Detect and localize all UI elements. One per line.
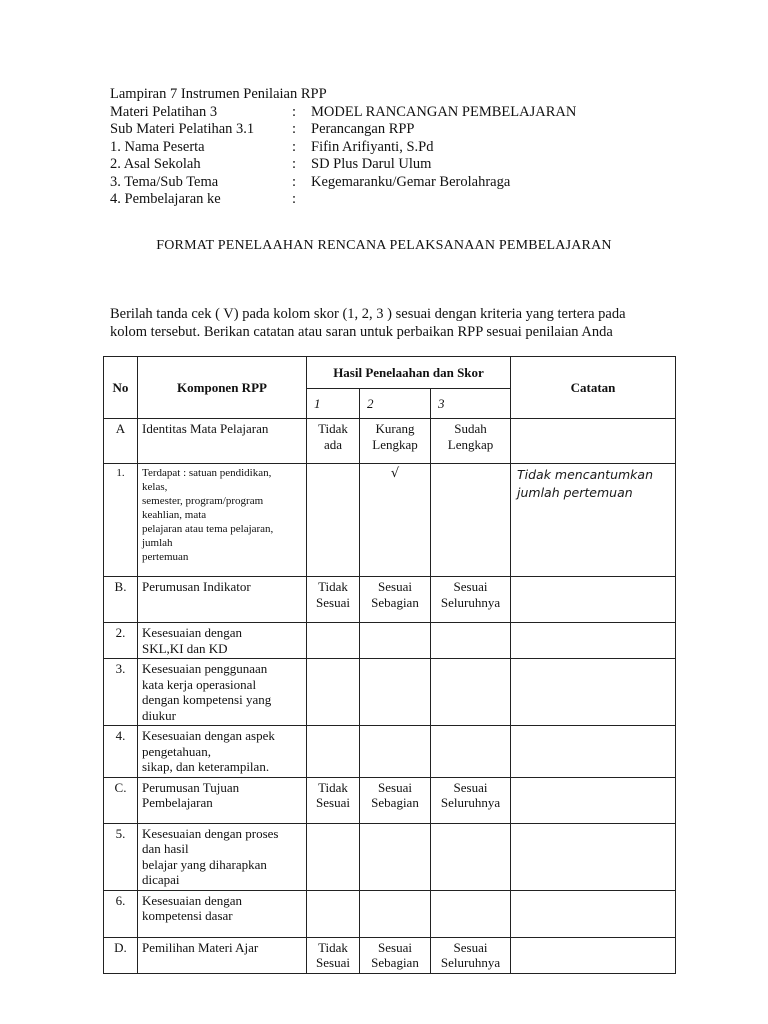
score-3-criterion: Sesuai Seluruhnya (431, 937, 511, 973)
field-separator: : (292, 121, 297, 137)
header-score-3: 3 (431, 389, 511, 419)
row-no: 5. (104, 823, 138, 890)
attachment-title: Lampiran 7 Instrumen Penilaian RPP (110, 86, 327, 102)
instructions-line: kolom tersebut. Berikan catatan atau saran untuk perbaikan RPP sesuai penilaian Anda (110, 324, 613, 340)
component-line: Kesesuaian dengan proses (142, 825, 279, 841)
component-line: dicapai (142, 872, 180, 887)
row-component (138, 726, 307, 778)
table-row (104, 726, 676, 778)
notes-cell[interactable] (511, 464, 676, 577)
header-score-2: 2 (360, 389, 431, 419)
field-separator: : (292, 156, 297, 172)
row-no: 4. (104, 726, 138, 778)
handwritten-note: Tidak mencantumkan (517, 467, 653, 482)
header-component: Komponen RPP (138, 357, 307, 419)
field-label: 4. Pembelajaran ke (110, 191, 221, 207)
handwritten-note: jumlah pertemuan (517, 485, 633, 500)
field-row-sub-materi (110, 121, 576, 139)
row-component (138, 464, 307, 577)
score-1-cell[interactable] (307, 623, 360, 659)
score-2-cell[interactable] (360, 726, 431, 778)
score-2-checkmark[interactable]: √ (360, 464, 431, 577)
field-label: Sub Materi Pelatihan 3.1 (110, 121, 255, 137)
score-3-cell[interactable] (431, 890, 511, 937)
assessment-table (103, 356, 676, 974)
score-2-criterion: Sesuai Sebagian (360, 577, 431, 623)
field-label: 2. Asal Sekolah (110, 156, 201, 172)
component-line: pertemuan (142, 551, 189, 563)
component-line: dengan kompetensi yang (142, 692, 272, 707)
field-value: Fifin Arifiyanti, S.Pd (311, 138, 434, 155)
score-1-criterion: Tidak ada (307, 419, 360, 464)
row-no: D. (104, 937, 138, 973)
header-block (110, 86, 576, 209)
component-line: jumlah (142, 537, 173, 549)
component-line: SKL,KI dan KD (142, 640, 228, 656)
attachment-title-row (110, 86, 576, 104)
notes-cell[interactable] (511, 623, 676, 659)
row-no: B. (104, 577, 138, 623)
component-line: dan hasil (142, 841, 189, 856)
field-separator: : (292, 173, 297, 190)
component-line: Kesesuaian dengan aspek (142, 728, 275, 743)
component-line: Pembelajaran (142, 795, 213, 810)
row-component (138, 777, 307, 823)
field-value: MODEL RANCANGAN PEMBELAJARAN (311, 103, 577, 120)
row-component (138, 623, 307, 659)
notes-cell[interactable] (511, 823, 676, 890)
instructions-line: Berilah tanda cek ( V) pada kolom skor (1, 2, 3 ) sesuai dengan kriteria yang tertera pada (110, 306, 626, 322)
score-1-cell[interactable] (307, 659, 360, 726)
score-1-cell[interactable] (307, 726, 360, 778)
field-separator: : (292, 138, 297, 155)
notes-cell (511, 419, 676, 464)
row-component (138, 823, 307, 890)
table-row (104, 464, 676, 577)
row-no: C. (104, 777, 138, 823)
form-title: FORMAT PENELAAHAN RENCANA PELAKSANAAN PEMBELAJARAN (156, 238, 612, 253)
component-line: Kesesuaian dengan (142, 892, 242, 908)
score-1-criterion: Tidak Sesuai (307, 937, 360, 973)
row-no: 2. (104, 623, 138, 659)
field-row-pembelajaran (110, 191, 576, 209)
component-line: Kesesuaian penggunaan (142, 661, 268, 676)
table-row (104, 823, 676, 890)
component-line: semester, program/program (142, 495, 264, 507)
field-value: Perancangan RPP (311, 121, 415, 137)
field-row-materi (110, 104, 576, 122)
field-separator: : (292, 103, 297, 120)
notes-cell (511, 577, 676, 623)
field-label: 3. Tema/Sub Tema (110, 173, 219, 190)
component-line: sikap, dan keterampilan. (142, 759, 270, 774)
component-line: Perumusan Tujuan (142, 779, 240, 795)
score-2-cell[interactable] (360, 823, 431, 890)
instructions (110, 305, 670, 341)
score-1-cell[interactable] (307, 823, 360, 890)
component-line: kompetensi dasar (142, 908, 233, 923)
score-2-criterion: Sesuai Sebagian (360, 937, 431, 973)
component-line: pelajaran atau tema pelajaran, (142, 523, 274, 535)
field-label: Materi Pelatihan 3 (110, 103, 218, 120)
table-row (104, 890, 676, 937)
table-row (104, 937, 676, 973)
component-line: kelas, (142, 481, 168, 493)
score-3-cell[interactable] (431, 659, 511, 726)
component-line: Kesesuaian dengan (142, 625, 242, 640)
component-line: Terdapat : satuan pendidikan, (142, 467, 272, 479)
table-row (104, 419, 676, 464)
row-component: Identitas Mata Pelajaran (138, 419, 307, 464)
row-no: A (104, 419, 138, 464)
table-row (104, 659, 676, 726)
row-component (138, 659, 307, 726)
header-score-group: Hasil Penelaahan dan Skor (307, 357, 511, 389)
notes-cell (511, 937, 676, 973)
row-no: 6. (104, 890, 138, 937)
score-1-criterion: Tidak Sesuai (307, 577, 360, 623)
field-value: Kegemaranku/Gemar Berolahraga (311, 173, 511, 190)
row-no: 1. (104, 464, 138, 577)
component-line: belajar yang diharapkan (142, 856, 267, 872)
table-row (104, 577, 676, 623)
score-3-cell[interactable] (431, 464, 511, 577)
score-2-criterion: Kurang Lengkap (360, 419, 431, 464)
row-no: 3. (104, 659, 138, 726)
score-3-criterion: Sesuai Seluruhnya (431, 777, 511, 823)
row-component: Pemilihan Materi Ajar (138, 937, 307, 973)
score-3-criterion: Sudah Lengkap (431, 419, 511, 464)
notes-cell[interactable] (511, 890, 676, 937)
row-component: Perumusan Indikator (138, 577, 307, 623)
field-row-tema (110, 174, 576, 192)
score-3-cell[interactable] (431, 726, 511, 778)
score-1-cell[interactable] (307, 890, 360, 937)
score-3-cell[interactable] (431, 623, 511, 659)
notes-cell[interactable] (511, 659, 676, 726)
component-line: pengetahuan, (142, 743, 211, 759)
field-row-asal-sekolah (110, 156, 576, 174)
header-notes: Catatan (511, 357, 676, 419)
header-no: No (104, 357, 138, 419)
field-value: SD Plus Darul Ulum (311, 156, 432, 172)
component-line: diukur (142, 707, 176, 723)
score-1-criterion: Tidak Sesuai (307, 777, 360, 823)
field-label: 1. Nama Peserta (110, 138, 205, 155)
score-2-cell[interactable] (360, 659, 431, 726)
header-score-1: 1 (307, 389, 360, 419)
notes-cell[interactable] (511, 726, 676, 778)
score-3-criterion: Sesuai Seluruhnya (431, 577, 511, 623)
notes-cell (511, 777, 676, 823)
field-row-nama-peserta (110, 139, 576, 157)
score-2-criterion: Sesuai Sebagian (360, 777, 431, 823)
component-line: keahlian, mata (142, 509, 207, 521)
score-2-cell[interactable] (360, 623, 431, 659)
score-1-cell[interactable] (307, 464, 360, 577)
table-row (104, 623, 676, 659)
score-2-cell[interactable] (360, 890, 431, 937)
score-3-cell[interactable] (431, 823, 511, 890)
field-separator: : (292, 191, 297, 207)
component-line: kata kerja operasional (142, 676, 257, 692)
table-row (104, 777, 676, 823)
row-component (138, 890, 307, 937)
